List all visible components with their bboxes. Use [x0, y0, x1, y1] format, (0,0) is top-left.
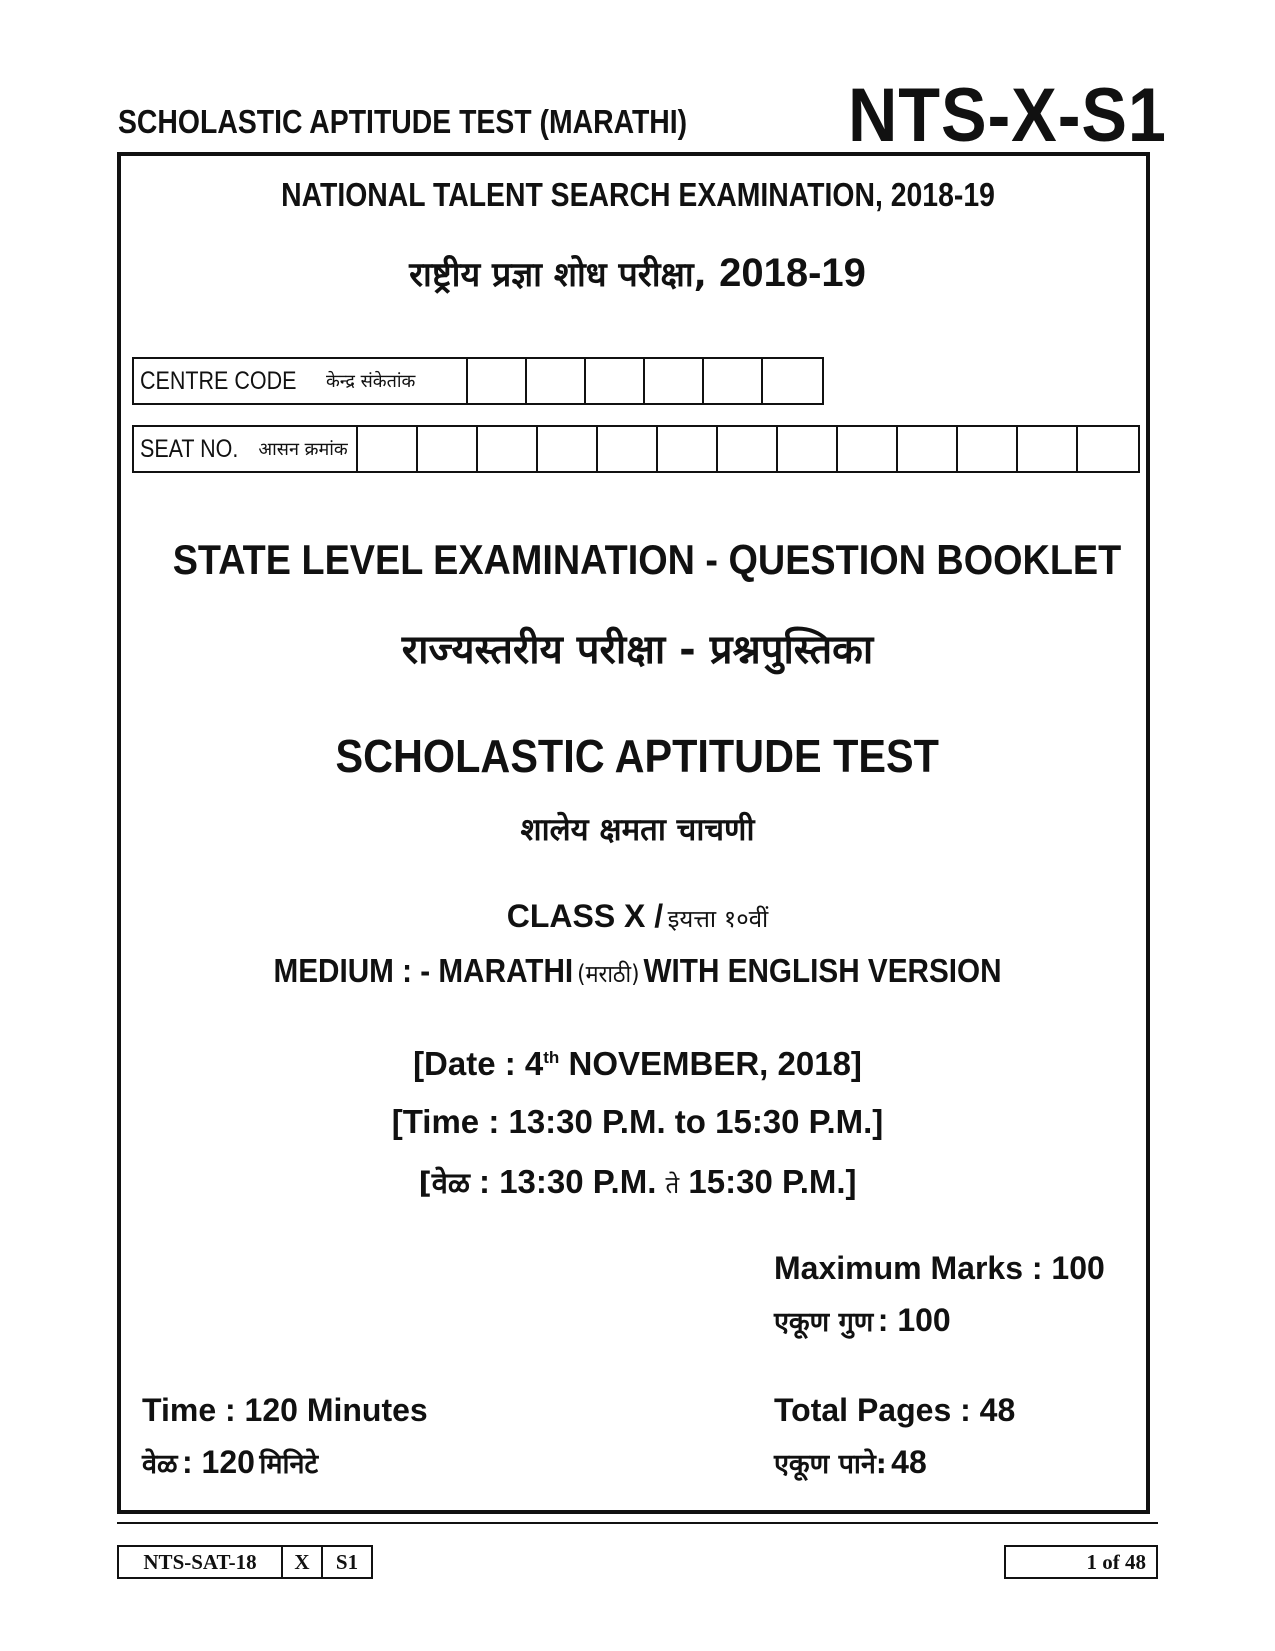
seat-no-cell[interactable]	[658, 427, 718, 471]
duration-mr: वेळ : 120 मिनिटे	[142, 1444, 319, 1480]
exam-name-en: NATIONAL TALENT SEARCH EXAMINATION, 2018-19	[280, 176, 995, 213]
seat-no-cell[interactable]	[418, 427, 478, 471]
centre-code-cell[interactable]	[527, 359, 586, 403]
exam-time-mr: [वेळ : 13:30 P.M. ते 15:30 P.M.]	[418, 1163, 857, 1200]
max-marks-mr: एकूण गुण : 100	[774, 1302, 951, 1338]
seat-no-cell[interactable]	[718, 427, 778, 471]
test-title: SCHOLASTIC APTITUDE TEST (MARATHI)	[118, 103, 688, 140]
centre-code-cell[interactable]	[645, 359, 704, 403]
seat-no-cell[interactable]	[598, 427, 658, 471]
total-pages-en: Total Pages : 48	[774, 1392, 1016, 1428]
seat-no-cell[interactable]	[958, 427, 1018, 471]
centre-code-cell[interactable]	[763, 359, 822, 403]
centre-code-cell[interactable]	[704, 359, 763, 403]
class-line: CLASS X / इयत्ता १०वीं	[506, 898, 769, 934]
exam-time-en: [Time : 13:30 P.M. to 15:30 P.M.]	[391, 1103, 884, 1140]
footer-code: NTS-SAT-18	[117, 1545, 283, 1579]
seat-no-cell[interactable]	[1018, 427, 1078, 471]
seat-no-cell[interactable]	[778, 427, 838, 471]
test-name-en: SCHOLASTIC APTITUDE TEST	[335, 730, 940, 782]
booklet-title-en: STATE LEVEL EXAMINATION - QUESTION BOOKLET	[172, 536, 1122, 583]
duration-en: Time : 120 Minutes	[142, 1392, 428, 1428]
paper-code: NTS-X-S1	[848, 73, 1167, 158]
footer-rule	[117, 1522, 1158, 1524]
centre-code-grid	[132, 357, 824, 405]
footer-page-number: 1 of 48	[1004, 1545, 1158, 1579]
seat-no-cell[interactable]	[1078, 427, 1138, 471]
centre-code-cell[interactable]	[468, 359, 527, 403]
exam-name-mr: राष्ट्रीय प्रज्ञा शोध परीक्षा, 2018-19	[409, 251, 866, 295]
footer-set: S1	[323, 1545, 373, 1579]
seat-no-cell[interactable]	[838, 427, 898, 471]
seat-no-grid	[132, 425, 1140, 473]
test-name-mr: शालेय क्षमता चाचणी	[520, 812, 755, 848]
seat-no-cell[interactable]	[898, 427, 958, 471]
centre-code-label: CENTRE CODE केन्द्र संकेतांक	[134, 359, 468, 403]
footer-class: X	[283, 1545, 323, 1579]
seat-no-cell[interactable]	[478, 427, 538, 471]
seat-no-label: SEAT NO. आसन क्रमांक	[134, 427, 358, 471]
medium-line: MEDIUM : - MARATHI (मराठी) WITH ENGLISH VERSION	[273, 952, 1002, 989]
centre-code-cell[interactable]	[586, 359, 645, 403]
max-marks-en: Maximum Marks : 100	[774, 1250, 1105, 1286]
seat-no-cell[interactable]	[358, 427, 418, 471]
seat-no-cell[interactable]	[538, 427, 598, 471]
exam-date: [Date : 4th NOVEMBER, 2018]	[413, 1045, 862, 1082]
booklet-title-mr: राज्यस्तरीय परीक्षा - प्रश्नपुस्तिका	[401, 627, 874, 673]
total-pages-mr: एकूण पाने: 48	[774, 1444, 927, 1480]
